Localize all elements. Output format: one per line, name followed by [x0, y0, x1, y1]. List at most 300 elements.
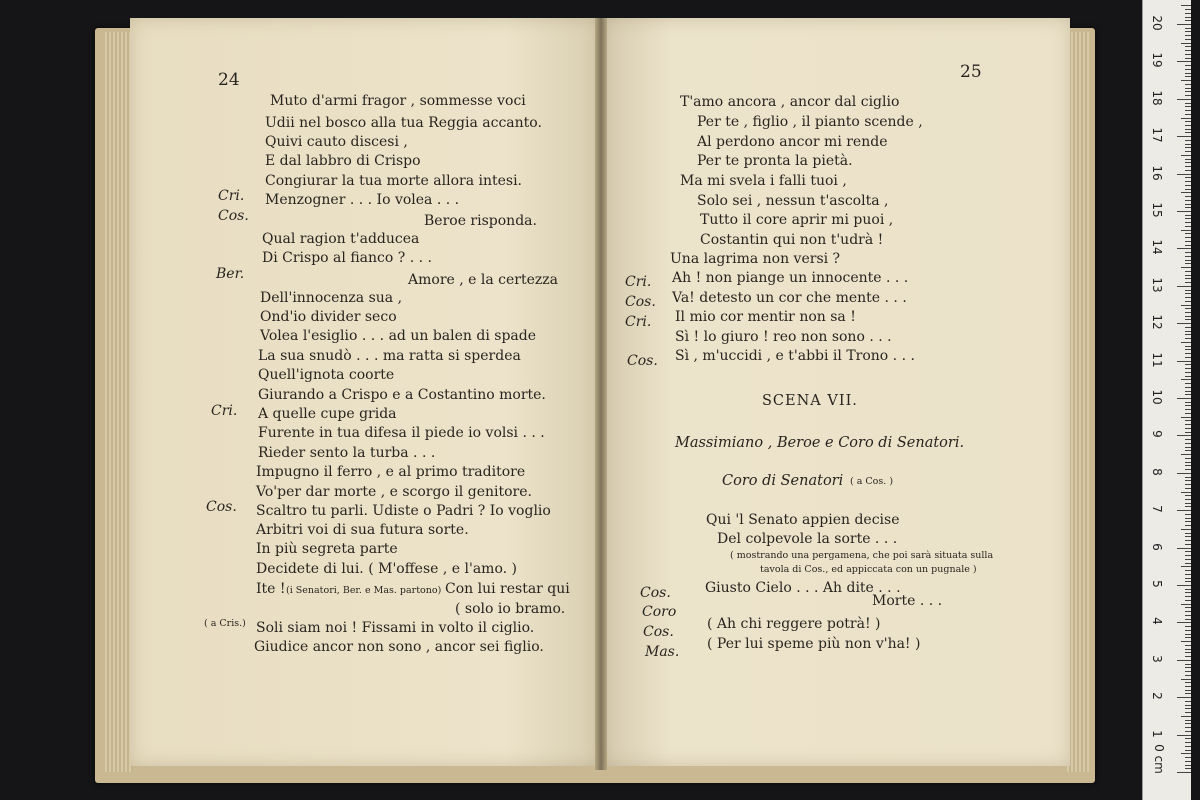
page-edges-left [105, 32, 133, 772]
ruler-tick [1185, 424, 1191, 425]
ruler-tick [1185, 738, 1191, 739]
ruler-tick [1185, 353, 1191, 354]
verse-line: Tutto il core aprir mi puoi , [700, 212, 894, 228]
speaker-cri: Cri. [218, 188, 245, 204]
ruler-tick [1185, 450, 1191, 451]
ruler-tick [1185, 581, 1191, 582]
ruler-tick [1185, 693, 1191, 694]
chorus-line: Del colpevole la sorte . . . [717, 531, 898, 547]
ruler-tick [1185, 293, 1191, 294]
speaker-cri: Cri. [625, 314, 652, 330]
ruler-tick [1185, 428, 1191, 429]
ruler-tick [1185, 271, 1191, 272]
ruler-tick [1185, 88, 1191, 89]
ruler-tick [1177, 585, 1191, 586]
ruler-tick [1185, 338, 1191, 339]
ruler-tick [1185, 761, 1191, 762]
ruler-label: 9 [1150, 430, 1164, 439]
page-edges-right [1067, 32, 1089, 772]
ruler-tick [1185, 626, 1191, 627]
ruler-tick [1185, 742, 1191, 743]
ruler-tick [1185, 592, 1191, 593]
ruler-tick [1185, 65, 1191, 66]
ruler-tick [1185, 611, 1191, 612]
verse-line: Quivi cauto discesi , [265, 134, 408, 150]
ruler-tick [1185, 368, 1191, 369]
speaker-mas: Mas. [645, 644, 680, 660]
ruler-label: 14 [1150, 239, 1164, 256]
speaker-cos: Cos. [640, 585, 671, 601]
ruler-tick [1185, 405, 1191, 406]
book-gutter [595, 18, 607, 770]
ruler-tick [1181, 267, 1191, 268]
ruler-tick [1185, 682, 1191, 683]
ruler-tick [1185, 334, 1191, 335]
ruler-tick [1185, 226, 1191, 227]
verse-line: Va! detesto un cor che mente . . . [672, 290, 907, 306]
verse-line: Soli siam noi ! Fissami in volto il ciglio. [256, 620, 535, 636]
speaker-coro: Coro [642, 604, 677, 620]
verse-line: Arbitri voi di sua futura sorte. [256, 522, 469, 538]
ruler-tick [1185, 114, 1191, 115]
verse-line: T'amo ancora , ancor dal ciglio [680, 94, 900, 110]
verse-line: ( Ah chi reggere potrà! ) [707, 616, 881, 632]
ruler-tick [1185, 480, 1191, 481]
ruler-tick [1185, 488, 1191, 489]
ruler-tick [1181, 305, 1191, 306]
ruler-tick [1185, 533, 1191, 534]
ruler-tick [1185, 383, 1191, 384]
verse-line: Per te , figlio , il pianto scende , [697, 114, 923, 130]
ruler-tick [1185, 570, 1191, 571]
ruler-tick [1181, 80, 1191, 81]
ruler-tick [1181, 155, 1191, 156]
ruler-label: 13 [1150, 277, 1164, 293]
ruler-tick [1185, 746, 1191, 747]
ruler-tick [1185, 222, 1191, 223]
ruler-tick [1177, 24, 1191, 25]
ruler-tick [1185, 349, 1191, 350]
ruler-tick [1185, 723, 1191, 724]
ruler-tick [1185, 637, 1191, 638]
ruler-tick [1185, 506, 1191, 507]
ruler-tick [1185, 316, 1191, 317]
ruler-tick [1185, 13, 1191, 14]
ruler-tick [1185, 727, 1191, 728]
ruler-tick [1181, 43, 1191, 44]
ruler-tick [1185, 671, 1191, 672]
ruler-label: 17 [1150, 127, 1164, 143]
ruler-label: 10 [1150, 389, 1164, 405]
verse-line: Amore , e la certezza [408, 272, 558, 288]
ruler-tick [1181, 5, 1191, 6]
ruler-tick [1185, 331, 1191, 332]
ruler-tick [1185, 551, 1191, 552]
ruler-tick [1185, 649, 1191, 650]
verse-line: Ond'io divider seco [260, 309, 397, 325]
verse-line: Sì , m'uccidi , e t'abbi il Trono . . . [675, 348, 915, 364]
ruler-tick [1185, 312, 1191, 313]
ruler-tick [1185, 28, 1191, 29]
ruler-tick [1185, 233, 1191, 234]
ruler-label: 16 [1150, 164, 1164, 181]
ruler-tick [1185, 563, 1191, 564]
scene-title: SCENA VII. [762, 393, 858, 409]
verse-line: Qual ragion t'adducea [262, 231, 420, 247]
speaker-cos: Cos. [625, 294, 656, 310]
verse-line: Il mio cor mentir non sa ! [675, 309, 856, 325]
ruler-tick [1181, 641, 1191, 642]
ruler-tick [1185, 477, 1191, 478]
verse-line: La sua snudò . . . ma ratta si sperdea [258, 348, 521, 364]
ruler-label: 18 [1150, 90, 1164, 106]
ruler-tick [1181, 118, 1191, 119]
ruler-tick [1185, 218, 1191, 219]
ruler-tick [1185, 518, 1191, 519]
stage-direction: (i Senatori, Ber. e Mas. partono) [286, 585, 442, 596]
ruler-tick [1185, 282, 1191, 283]
ruler-tick [1185, 237, 1191, 238]
verse-line: Ma mi svela i falli tuoi , [680, 173, 847, 189]
ruler-tick [1181, 230, 1191, 231]
ruler-tick [1185, 555, 1191, 556]
ruler-tick [1181, 716, 1191, 717]
ruler-tick [1185, 589, 1191, 590]
ruler-tick [1181, 604, 1191, 605]
ruler-tick [1185, 189, 1191, 190]
ruler-tick [1185, 559, 1191, 560]
ruler-tick [1181, 529, 1191, 530]
ruler-tick [1185, 652, 1191, 653]
ruler-tick [1181, 753, 1191, 754]
ruler-tick [1185, 765, 1191, 766]
speaker-cri: Cri. [625, 274, 652, 290]
ruler-tick [1185, 69, 1191, 70]
ruler-tick [1185, 514, 1191, 515]
ruler-tick [1177, 735, 1191, 736]
ruler-tick [1185, 144, 1191, 145]
verse-line: Dell'innocenza sua , [260, 290, 403, 306]
ruler-tick [1181, 454, 1191, 455]
verse-line: Muto d'armi fragor , sommesse voci [270, 93, 526, 109]
ruler-tick [1185, 432, 1191, 433]
ruler-tick [1181, 192, 1191, 193]
ruler-tick [1185, 207, 1191, 208]
verse-line: Per te pronta la pietà. [697, 153, 853, 169]
ruler-tick [1185, 521, 1191, 522]
ruler-tick [1185, 499, 1191, 500]
ruler-tick [1181, 342, 1191, 343]
verse-line: Udii nel bosco alla tua Reggia accanto. [265, 115, 542, 131]
ruler-label: 2 [1150, 692, 1164, 700]
ruler-tick [1185, 327, 1191, 328]
page-number-right: 25 [960, 62, 982, 82]
ruler-tick [1185, 121, 1191, 122]
ruler-tick [1185, 110, 1191, 111]
ruler-tick [1185, 140, 1191, 141]
verse-line: A quelle cupe grida [258, 406, 397, 422]
ruler-tick [1185, 372, 1191, 373]
ruler-tick [1185, 147, 1191, 148]
ruler-tick [1185, 600, 1191, 601]
verse-line: Costantin qui non t'udrà ! [700, 232, 884, 248]
ruler-label: 19 [1150, 52, 1164, 69]
verse-line: ( Per lui speme più non v'ha! ) [707, 636, 921, 652]
ruler-tick [1185, 615, 1191, 616]
ruler-tick [1177, 772, 1191, 773]
ruler-tick [1177, 548, 1191, 549]
ruler-tick [1185, 536, 1191, 537]
ruler-tick [1185, 103, 1191, 104]
ruler-tick [1185, 495, 1191, 496]
ruler-tick [1185, 469, 1191, 470]
ruler-tick [1185, 256, 1191, 257]
ruler-tick [1185, 215, 1191, 216]
ruler-tick [1185, 701, 1191, 702]
ruler-tick [1177, 323, 1191, 324]
ruler-tick [1185, 720, 1191, 721]
ruler-tick [1177, 136, 1191, 137]
ruler-tick [1185, 634, 1191, 635]
ruler-tick [1185, 574, 1191, 575]
ruler-tick [1185, 278, 1191, 279]
ruler-tick [1185, 196, 1191, 197]
ruler-tick [1185, 664, 1191, 665]
ruler-tick [1185, 413, 1191, 414]
verse-line: Impugno il ferro , e al primo traditore [256, 464, 526, 480]
ruler-tick [1185, 297, 1191, 298]
ruler-tick [1185, 159, 1191, 160]
ruler-tick [1181, 492, 1191, 493]
ruler-tick [1185, 263, 1191, 264]
ruler-tick [1177, 435, 1191, 436]
ruler-tick [1185, 106, 1191, 107]
ruler-tick [1185, 151, 1191, 152]
verse-line: Scaltro tu parli. Udiste o Padri ? Io voglio [256, 503, 551, 519]
verse-line: Morte . . . [872, 593, 943, 609]
ruler-tick [1181, 679, 1191, 680]
verse-line: Beroe risponda. [424, 213, 537, 229]
verse-line: Volea l'esiglio . . . ad un balen di spade [260, 328, 536, 344]
ruler-label: 8 [1150, 467, 1164, 476]
ruler-tick [1185, 420, 1191, 421]
ruler-tick [1185, 394, 1191, 395]
verse-line: Con lui restar qui [445, 581, 570, 597]
ruler-tick [1185, 185, 1191, 186]
verse-line: Congiurar la tua morte allora intesi. [265, 173, 523, 189]
ruler-tick [1185, 58, 1191, 59]
ruler-tick [1185, 245, 1191, 246]
ruler-tick [1181, 417, 1191, 418]
ruler-tick [1185, 129, 1191, 130]
chorus-line: Qui 'l Senato appien decise [706, 512, 900, 528]
ruler-tick [1185, 645, 1191, 646]
ruler-tick [1177, 211, 1191, 212]
ruler-label: 5 [1150, 580, 1164, 588]
ruler-tick [1185, 462, 1191, 463]
ruler-tick [1185, 31, 1191, 32]
ruler-tick [1185, 578, 1191, 579]
ruler-tick [1185, 50, 1191, 51]
ruler-tick [1185, 391, 1191, 392]
ruler-tick [1185, 458, 1191, 459]
ruler-tick [1185, 447, 1191, 448]
ruler-tick [1185, 465, 1191, 466]
speaker-cos: Cos. [627, 353, 658, 369]
ruler-tick [1185, 439, 1191, 440]
ruler-tick [1185, 319, 1191, 320]
ruler-tick [1177, 510, 1191, 511]
ruler-tick [1185, 76, 1191, 77]
verse-line: E dal labbro di Crispo [265, 153, 421, 169]
speaker-cos: Cos. [206, 499, 237, 515]
open-book [95, 18, 1095, 783]
verse-line: Sì ! lo giuro ! reo non sono . . . [675, 329, 892, 345]
ruler-tick [1185, 204, 1191, 205]
ruler-tick [1185, 686, 1191, 687]
ruler-tick [1177, 61, 1191, 62]
verse-line: Ah ! non piange un innocente . . . [672, 270, 909, 286]
measuring-ruler [1142, 0, 1191, 800]
ruler-tick [1185, 125, 1191, 126]
verse-line: Una lagrima non versi ? [670, 251, 841, 267]
speaker-cos: Cos. [643, 624, 674, 640]
ruler-tick [1185, 84, 1191, 85]
ruler-tick [1185, 9, 1191, 10]
ruler-tick [1185, 656, 1191, 657]
chorus-note: ( a Cos. ) [850, 476, 894, 487]
verse-line: Al perdono ancor mi rende [697, 134, 888, 150]
ruler-label: 11 [1150, 351, 1164, 368]
ruler-tick [1185, 170, 1191, 171]
ruler-tick [1185, 177, 1191, 178]
ruler-tick [1177, 697, 1191, 698]
ruler-tick [1185, 54, 1191, 55]
verse-line: Rieder sento la turba . . . [258, 445, 436, 461]
ruler-tick [1177, 473, 1191, 474]
speaker-ber: Ber. [216, 266, 245, 282]
ruler-tick [1185, 409, 1191, 410]
ruler-label: 15 [1150, 202, 1164, 218]
ruler-tick [1185, 241, 1191, 242]
stage-direction: ( mostrando una pergamena, che poi sarà situata sulla [730, 550, 994, 561]
ruler-tick [1185, 402, 1191, 403]
ruler-tick [1185, 364, 1191, 365]
verse-line: Giudice ancor non sono , ancor sei figlio. [254, 639, 544, 655]
stage-note: ( a Cris.) [204, 618, 246, 629]
verse-line: Vo'per dar morte , e scorgo il genitore. [256, 484, 532, 500]
ruler-tick [1185, 181, 1191, 182]
ruler-label: 0 cm [1152, 744, 1166, 774]
ruler-tick [1185, 708, 1191, 709]
verse-line: ( solo io bramo. [455, 601, 566, 617]
verse-line: Ite ! [256, 581, 286, 597]
ruler-tick [1181, 379, 1191, 380]
ruler-tick [1177, 248, 1191, 249]
ruler-tick [1185, 484, 1191, 485]
ruler-tick [1185, 503, 1191, 504]
verse-line: In più segreta parte [256, 541, 398, 557]
ruler-tick [1177, 286, 1191, 287]
ruler-tick [1185, 443, 1191, 444]
page-number-left: 24 [218, 70, 240, 90]
ruler-tick [1185, 712, 1191, 713]
scene-characters: Massimiano , Beroe e Coro di Senatori. [675, 435, 965, 451]
ruler-tick [1177, 174, 1191, 175]
ruler-tick [1185, 275, 1191, 276]
verse-line: Furente in tua difesa il piede io volsi . . . [258, 425, 545, 441]
ruler-tick [1185, 95, 1191, 96]
verse-line: Giusto Cielo . . . Ah dite . . . [705, 580, 901, 596]
speaker-cri: Cri. [211, 403, 238, 419]
ruler-tick [1185, 731, 1191, 732]
ruler-tick [1185, 166, 1191, 167]
ruler-tick [1185, 301, 1191, 302]
ruler-tick [1185, 675, 1191, 676]
ruler-tick [1185, 757, 1191, 758]
ruler-tick [1177, 398, 1191, 399]
ruler-label: 6 [1150, 542, 1164, 551]
ruler-tick [1185, 525, 1191, 526]
ruler-label: 7 [1150, 505, 1164, 513]
ruler-tick [1177, 99, 1191, 100]
ruler-tick [1185, 290, 1191, 291]
ruler-tick [1185, 35, 1191, 36]
ruler-tick [1185, 705, 1191, 706]
ruler-tick [1185, 91, 1191, 92]
ruler-tick [1185, 544, 1191, 545]
ruler-label: 3 [1150, 654, 1164, 663]
stage-direction: tavola di Cos., ed appiccata con un pugnale ) [760, 564, 977, 575]
speaker-cos: Cos. [218, 208, 249, 224]
verse-line: Quell'ignota coorte [258, 367, 395, 383]
ruler-tick [1185, 346, 1191, 347]
ruler-label: 12 [1150, 314, 1164, 330]
ruler-tick [1185, 73, 1191, 74]
ruler-tick [1177, 660, 1191, 661]
ruler-tick [1185, 260, 1191, 261]
verse-line: Giurando a Crispo e a Costantino morte. [258, 387, 546, 403]
verse-line: Menzogner . . . Io volea . . . [265, 192, 460, 208]
ruler-tick [1185, 750, 1191, 751]
ruler-tick [1185, 596, 1191, 597]
ruler-tick [1185, 376, 1191, 377]
ruler-tick [1185, 17, 1191, 18]
ruler-tick [1185, 162, 1191, 163]
verse-line: Di Crispo al fianco ? . . . [262, 250, 432, 266]
ruler-tick [1185, 667, 1191, 668]
ruler-tick [1185, 252, 1191, 253]
ruler-tick [1177, 361, 1191, 362]
ruler-tick [1181, 566, 1191, 567]
ruler-tick [1177, 622, 1191, 623]
ruler-tick [1185, 619, 1191, 620]
chorus-heading: Coro di Senatori [722, 473, 844, 489]
verse-line: Decidete di lui. ( M'offese , e l'amo. ) [256, 561, 518, 577]
ruler-tick [1185, 768, 1191, 769]
ruler-label: 4 [1150, 617, 1164, 626]
ruler-tick [1185, 387, 1191, 388]
ruler-tick [1185, 200, 1191, 201]
ruler-tick [1185, 690, 1191, 691]
ruler-tick [1185, 46, 1191, 47]
ruler-tick [1185, 357, 1191, 358]
ruler-tick [1185, 132, 1191, 133]
ruler-tick [1185, 630, 1191, 631]
ruler-tick [1185, 39, 1191, 40]
verse-line: Solo sei , nessun t'ascolta , [697, 193, 889, 209]
ruler-label: 1 [1150, 729, 1164, 738]
